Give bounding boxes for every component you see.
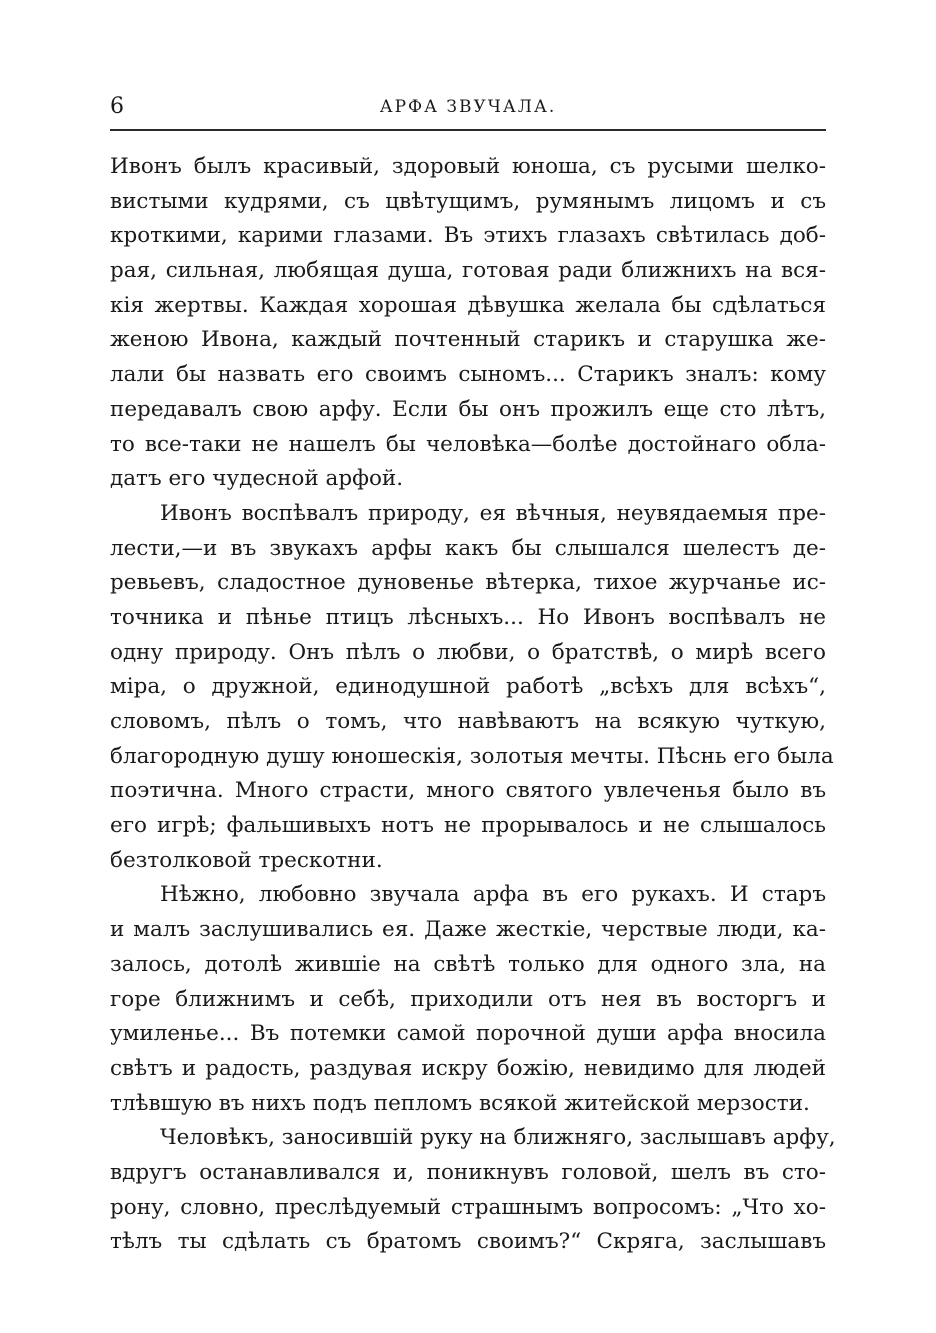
text-line: точника и пѣнье птицъ лѣсныхъ... Но Ивонъ воспѣвалъ не — [110, 604, 826, 630]
text-line: вистыми кудрями, съ цвѣтущимъ, румянымъ лицомъ и съ — [110, 188, 826, 214]
text-line: тѣлъ ты сдѣлать съ братомъ своимъ?“ Скряга, заслышавъ — [110, 1229, 826, 1255]
body-text — [110, 150, 836, 1260]
text-line: залось, дотолѣ жившіе на свѣтѣ только для одного зла, на — [110, 951, 826, 977]
text-line: кія жертвы. Каждая хорошая дѣвушка желала бы сдѣлаться — [110, 292, 826, 318]
text-line: вдругъ останавливался и, поникнувъ головой, шелъ въ сто- — [110, 1159, 826, 1185]
text-line: лали бы назвать его своимъ сыномъ... Старикъ зналъ: кому — [110, 362, 826, 388]
text-line: міра, о дружной, единодушной работѣ „всѣхъ для всѣхъ“, — [110, 674, 826, 700]
text-line: Человѣкъ, заносившій руку на ближняго, заслышавъ арфу, — [160, 1125, 836, 1151]
text-line: его игрѣ; фальшивыхъ нотъ не прорывалось и не слышалось — [110, 813, 826, 839]
text-line: умиленье... Въ потемки самой порочной души арфа вносила — [110, 1021, 826, 1047]
text-line: одну природу. Онъ пѣлъ о любви, о братствѣ, о мирѣ всего — [110, 639, 826, 665]
text-line: кроткими, карими глазами. Въ этихъ глазахъ свѣтилась доб- — [110, 223, 826, 249]
text-line: лести,—и въ звукахъ арфы какъ бы слышался шелестъ де- — [110, 535, 826, 561]
text-line: безтолковой трескотни. — [110, 847, 383, 873]
page-number: 6 — [110, 94, 124, 119]
text-line: Нѣжно, любовно звучала арфа въ его рукахъ. И старъ — [160, 882, 826, 908]
text-line: поэтична. Много страсти, много святого увлеченья было въ — [110, 778, 826, 804]
text-line: датъ его чудесной арфой. — [110, 466, 404, 492]
text-line: и малъ заслушивались ея. Даже жесткіе, черствые люди, ка- — [110, 917, 826, 943]
text-line: тлѣвшую въ нихъ подъ пепломъ всякой житейской мерзости. — [110, 1090, 810, 1116]
text-line: свѣтъ и радость, раздувая искру божію, невидимо для людей — [110, 1055, 826, 1081]
page-header — [110, 92, 826, 122]
text-line: женою Ивона, каждый почтенный старикъ и старушка же- — [110, 327, 826, 353]
text-line: благородную душу юношескія, золотыя мечты. Пѣснь его была — [110, 743, 834, 769]
text-line: рону, словно, преслѣдуемый страшнымъ вопросомъ: „Что хо- — [110, 1194, 826, 1220]
text-line: то все-таки не нашелъ бы человѣка—болѣе достойнаго обла- — [110, 431, 826, 457]
header-rule — [110, 129, 826, 131]
running-title: АРФА ЗВУЧАЛА. — [379, 97, 557, 117]
text-line: Ивонъ былъ красивый, здоровый юноша, съ русыми шелко- — [110, 154, 826, 179]
text-line: рая, сильная, любящая душа, готовая ради ближнихъ на вся- — [110, 258, 826, 284]
text-line: передавалъ свою арфу. Если бы онъ прожилъ еще сто лѣтъ, — [110, 396, 826, 422]
text-line: ревьевъ, сладостное дуновенье вѣтерка, тихое журчанье ис- — [110, 570, 826, 596]
text-line: Ивонъ воспѣвалъ природу, ея вѣчныя, неувядаемыя пре- — [160, 500, 826, 526]
text-line: словомъ, пѣлъ о томъ, что навѣваютъ на всякую чуткую, — [110, 709, 826, 734]
text-line: горе ближнимъ и себѣ, приходили отъ нея въ восторгъ и — [110, 986, 826, 1012]
